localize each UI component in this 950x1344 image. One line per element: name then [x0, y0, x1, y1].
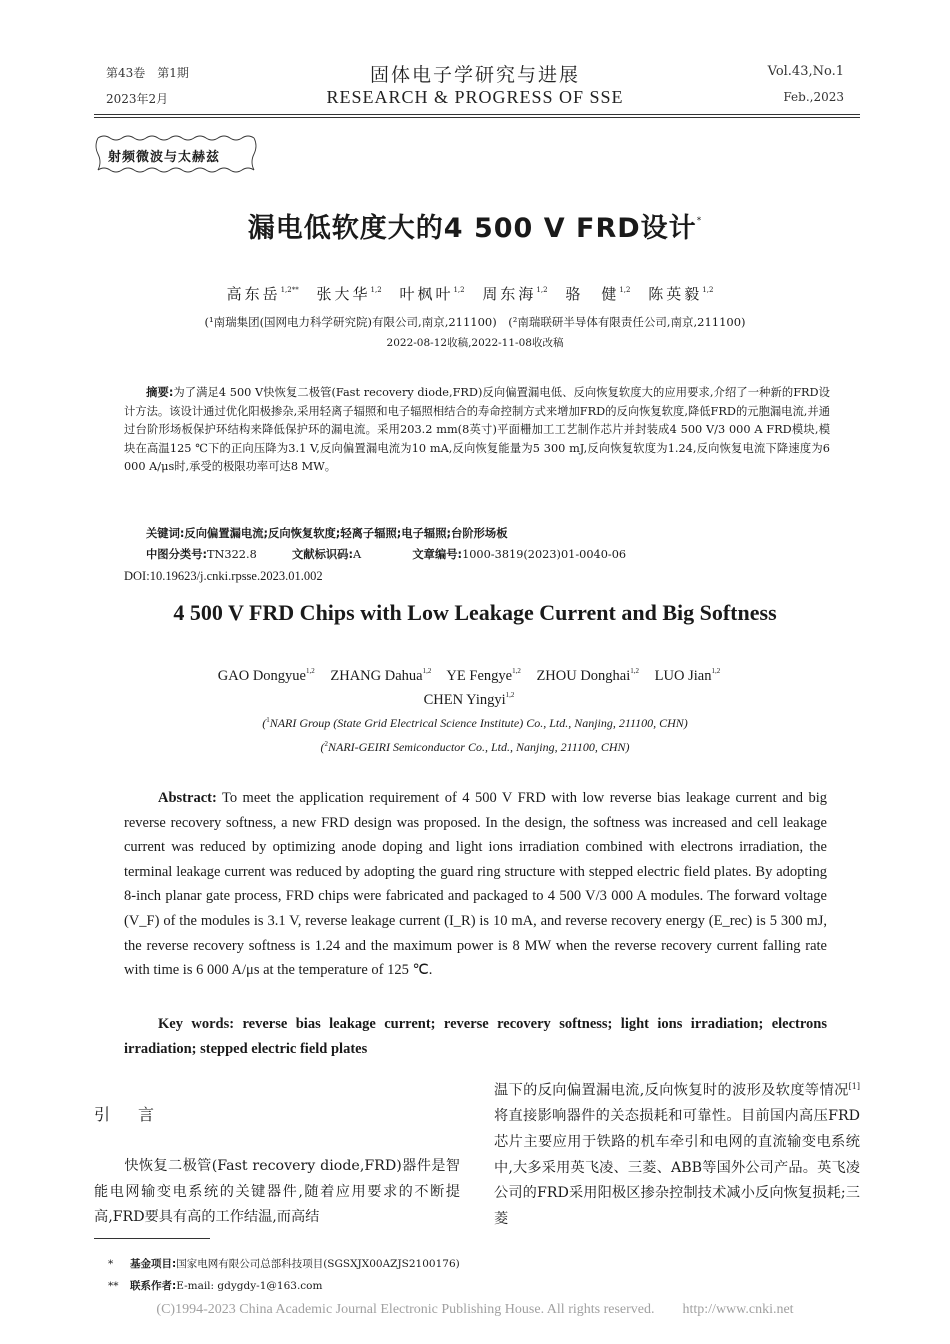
header-rule-2: [94, 117, 860, 118]
keywords-cn: [124, 525, 508, 541]
author-en: GAO Dongyue: [217, 668, 306, 684]
article-number-label: 文章编号:: [412, 548, 463, 561]
footnote-contact: [108, 1278, 322, 1293]
affiliations-cn: (¹南瑞集团(国网电力科学研究院)有限公司,南京,211100) (²南瑞联研半导体有限责任公司,南京,211100): [204, 315, 746, 329]
author-cn: 周东海: [482, 285, 537, 303]
keywords-cn-label: 关键词:: [146, 527, 185, 540]
abstract-en-text: To meet the application requirement of 4 500 V FRD with low reverse bias leakage current and big reverse recovery softness, a new FRD design was proposed. In the design, the softness was increased and cell leakage current was reduced by optimizing anode doping and light ions irradiation combined with electrons irradiation, the terminal leakage current was reduced by adopting the guard ring structure with stepped electric field plates. By adopting 8-inch planar gate process, FRD chips were fabricated and packaged to 4 500 V/3 000 A modules. The forward voltage (V_F) of the modules is 3.1 V, reverse leakage current (I_R) is 10 mA, and reverse recovery energy (E_rec) is 5 300 mJ, the reverse recovery softness is 1.24 and the maximum power is 8 MW when the reverse recovery current falling rate with time is 6 000 A/μs at the temperature of 125 ℃.: [124, 790, 827, 979]
journal-title-cn: 固体电子学研究与进展: [369, 64, 580, 86]
author-en: CHEN Yingyi: [423, 692, 506, 708]
affiliation-en-1: ($^1$NARI Group (State Grid Electrical Science Institute) Co., Ltd., Nanjing, 211100, CHN): [262, 716, 688, 730]
copyright-watermark: (C)1994-2023 China Academic Journal Electronic Publishing House. All rights reserved. http://www.cnki.net: [156, 1302, 794, 1317]
intro-right-text-b: 将直接影响器件的关态损耗和可靠性。目前国内高压FRD芯片主要应用于铁路的机车牵引和电网的直流输变电系统中,大多采用英飞凌、三菱、ABB等国外公司产品。英飞凌公司的FRD采用阳极区掺杂控制技术减小反向恢复损耗;三菱: [494, 1108, 860, 1227]
journal-title-en: RESEARCH & PROGRESS OF SSE: [326, 87, 624, 107]
paper-title-cn: [0, 206, 950, 245]
classification-line: [124, 546, 626, 562]
affil-en-text: NARI Group (State Grid Electrical Science Institute) Co., Ltd., Nanjing, 211100, CHN): [269, 716, 688, 730]
author-cn: 张大华: [316, 285, 371, 303]
affil-sup: 1: [266, 716, 270, 724]
author-sup: 1,2**: [280, 286, 299, 294]
author-sup: 1,2: [422, 667, 432, 675]
doc-code-value: A: [352, 548, 362, 561]
clc-value: TN322.8: [207, 548, 257, 561]
affiliation-en-2: ($^2$NARI-GEIRI Semiconductor Co., Ltd., Nanjing, 211100, CHN): [320, 740, 630, 754]
received-dates: 2022-08-12收稿,2022-11-08收改稿: [386, 337, 564, 349]
article-number-value: 1000-3819(2023)01-0040-06: [462, 548, 627, 561]
author-en: ZHANG Dahua: [330, 668, 423, 684]
abstract-en: [124, 786, 827, 983]
title-cn-text: 漏电低软度大的4 500 V FRD设计: [247, 213, 697, 244]
author-sup: 1,2: [630, 667, 640, 675]
intro-right-text-a: 温下的反向偏置漏电流,反向恢复时的波形及软度等情况: [494, 1082, 849, 1099]
author-en: LUO Jian: [654, 668, 712, 684]
author-cn: 叶枫叶: [399, 285, 454, 303]
contact-label: 联系作者:: [130, 1280, 177, 1292]
keywords-cn-text: 反向偏置漏电流;反向恢复软度;轻离子辐照;电子辐照;台阶形场板: [184, 527, 508, 540]
author-sup: 1,2: [702, 286, 714, 294]
keywords-en-text: reverse bias leakage current; reverse recovery softness; light ions irradiation; electrons irradiation; stepped electric field plates: [124, 1016, 827, 1057]
keywords-en-label: Key words:: [158, 1016, 235, 1032]
contact-mark: **: [108, 1280, 119, 1292]
author-sup: 1,2: [305, 667, 315, 675]
volume-en: Vol.43,No.1: [767, 64, 844, 79]
abstract-cn-label: 摘要:: [146, 386, 174, 399]
author-sup: 1,2: [619, 286, 631, 294]
authors-en-line-1: [0, 667, 950, 685]
fund-text: 国家电网有限公司总部科技项目(SGSXJX00AZJS2100176): [176, 1258, 460, 1270]
paper-title-en: 4 500 V FRD Chips with Low Leakage Current and Big Softness: [173, 600, 777, 625]
section-tag-label: 射频微波与太赫兹: [108, 150, 221, 165]
doi: DOI:10.19623/j.cnki.rpsse.2023.01.002: [124, 569, 323, 583]
abstract-cn: [124, 384, 830, 477]
author-cn: 骆 健: [565, 285, 620, 303]
author-sup: 1,2: [711, 667, 721, 675]
footnote-fund: [108, 1256, 460, 1271]
doc-code-label: 文献标识码:: [291, 548, 353, 561]
citation-ref[interactable]: [1]: [848, 1082, 860, 1091]
fund-label: 基金项目:: [130, 1258, 177, 1270]
publication-date-en: Feb.,2023: [783, 90, 844, 104]
fund-mark: *: [108, 1258, 114, 1270]
clc-label: 中图分类号:: [146, 548, 208, 561]
publication-date-cn: 2023年2月: [106, 92, 169, 106]
section-heading-intro: 引言: [94, 1105, 183, 1124]
intro-right-column: [494, 1074, 860, 1232]
author-en: ZHOU Donghai: [536, 668, 631, 684]
authors-cn: [0, 283, 950, 304]
abstract-cn-text: 为了满足4 500 V快恢复二极管(Fast recovery diode,FRD)反向偏置漏电低、反向恢复软度大的应用要求,介绍了一种新的FRD设计方法。该设计通过优化阳极掺杂,采用轻离子辐照和电子辐照相结合的寿命控制方式来增加FRD的反向恢复软度,降低FRD的元胞漏电流,并通过台阶形场板保护环结构来降低保护环的漏电流。采用203.2 mm(8英寸)平面栅加工工艺制作芯片并封装成4 500 V/3 000 A FRD模块,模块在高温125 ℃下的正向压降为3.1 V,反向偏置漏电流为10 mA,反向恢复能量为5 300 mJ,反向恢复软度为1.24,反向恢复电流下降速度为6 000 A/μs时,承受的极限功率可达8 MW。: [124, 386, 830, 474]
author-sup: 1,2: [370, 286, 382, 294]
intro-left-column: [94, 1154, 460, 1231]
footnote-rule: [94, 1238, 210, 1239]
author-sup: 1,2: [453, 286, 465, 294]
author-sup: 1,2: [505, 691, 515, 699]
abstract-en-label: Abstract:: [158, 790, 217, 806]
volume-issue: 第43卷 第1期: [106, 66, 189, 80]
contact-text: E-mail: gdygdy-1@163.com: [176, 1280, 323, 1292]
affil-sup: 2: [324, 740, 328, 748]
author-en: YE Fengye: [446, 668, 513, 684]
header-rule: [94, 114, 860, 115]
title-footnote-mark: *: [696, 216, 703, 226]
author-sup: 1,2: [536, 286, 548, 294]
author-cn: 高东岳: [226, 285, 281, 303]
author-cn: 陈英毅: [648, 285, 703, 303]
author-sup: 1,2: [512, 667, 521, 675]
keywords-en: [124, 1012, 827, 1061]
section-tag: [94, 134, 260, 174]
authors-en-line-2: [0, 691, 950, 709]
affil-en-text: NARI-GEIRI Semiconductor Co., Ltd., Nanjing, 211100, CHN): [327, 740, 630, 754]
intro-left-text: 快恢复二极管(Fast recovery diode,FRD)器件是智能电网输变电系统的关键器件,随着应用要求的不断提高,FRD要具有高的工作结温,而高结: [94, 1158, 460, 1226]
